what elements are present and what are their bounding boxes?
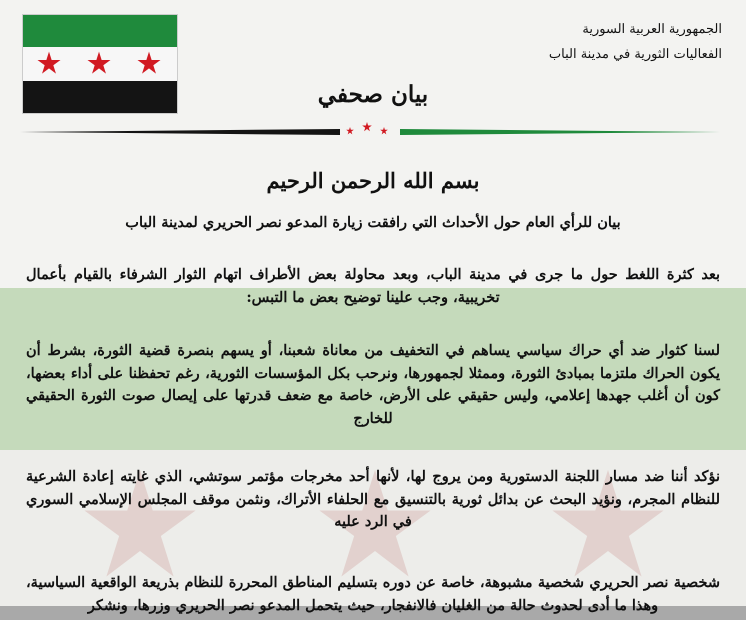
paragraph-constitutional-committee: نؤكد أننا ضد مسار اللجنة الدستورية ومن يروج لها، لأنها أحد مخرجات مؤتمر سوتشي، الذي غايته إعادة الشرعية للنظام المجرم، ونؤيد البحث عن بدائل ثورية بالتنسيق مع الحلفاء الأتراك، ونثمن موقف المجلس الإسلامي السوري في الرد عليه bbox=[26, 468, 720, 530]
header-country: الجمهورية العربية السورية bbox=[582, 22, 722, 37]
statement-subtitle: بيان للرأي العام حول الأحداث التي رافقت زيارة المدعو نصر الحريري لمدينة الباب bbox=[125, 214, 621, 231]
paragraph-political-stance: لسنا كثوار ضد أي حراك سياسي يساهم في التخفيف من معاناة شعبنا، أو يسهم بنصرة قضية الثورة، بشرط أن يكون الحراك ملتزما بمبادئ الثورة، وممثلا لجمهورها، ونرحب بكل المؤسسات الثورية، رغم تحفظنا على أداء بعضها، كون أن أغلب جهدها إعلامي، وليس حقيقي على الأرض، خاصة مع ضعف قدرتها على إيصال صوت الثورة الحقيقي للخارج bbox=[26, 342, 720, 427]
paragraph-hariri: شخصية نصر الحريري شخصية مشبوهة، خاصة عن دوره بتسليم المناطق المحررة للنظام بذريعة الواقعية السياسية، وهذا ما أدى لحدوث حالة من الغليان فالانفجار، حيث يتحمل المدعو نصر الحريري وزرها، ونشكر bbox=[26, 574, 720, 614]
paragraph-intro: بعد كثرة اللغط حول ما جرى في مدينة الباب، وبعد محاولة بعض الأطراف اتهام الثوار الشرفاء بالقيام بأعمال تخريبية، وجب علينا توضيح بعض ما التبس: bbox=[26, 266, 720, 306]
divider-stars-icon bbox=[344, 122, 394, 138]
document-title: بيان صحفي bbox=[317, 81, 429, 108]
basmala: بسم الله الرحمن الرحيم bbox=[266, 168, 480, 193]
header-organization: الفعاليات الثورية في مدينة الباب bbox=[548, 47, 722, 62]
